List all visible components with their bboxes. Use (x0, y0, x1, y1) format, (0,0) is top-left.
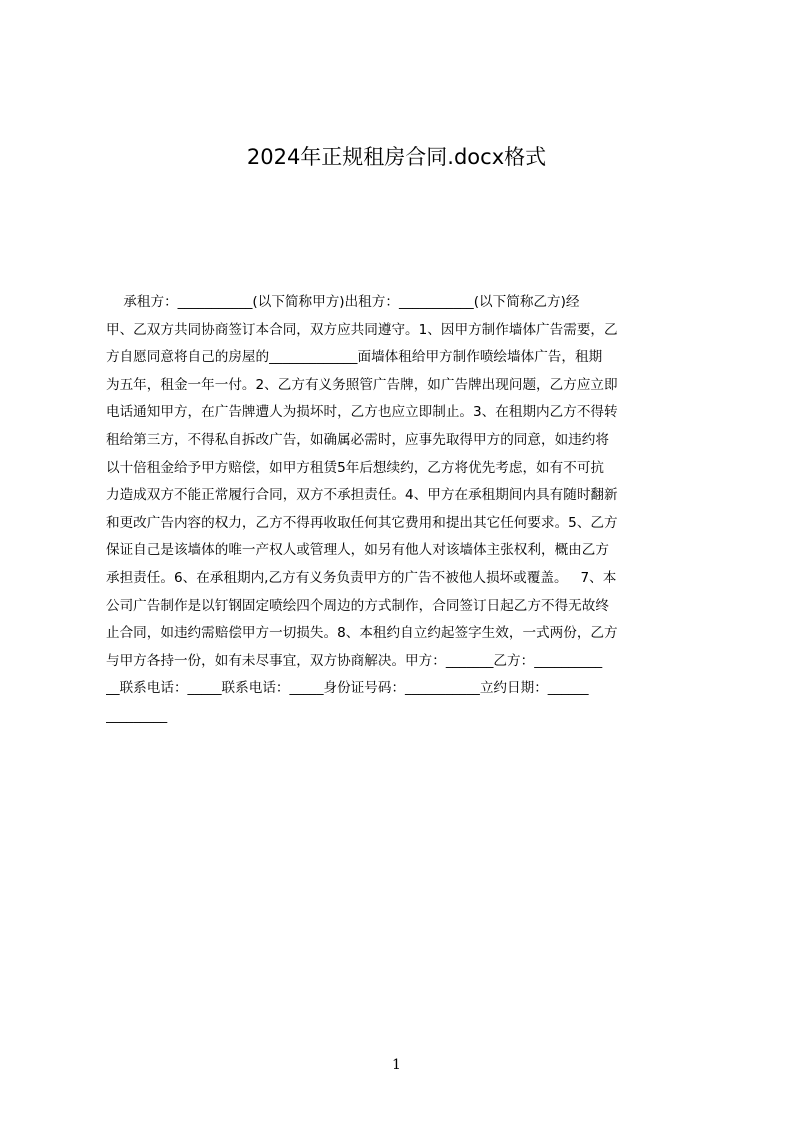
body-line: 与甲方各持一份，如有未尽事宜，双方协商解决。甲方：_______乙方：__________ (106, 652, 603, 669)
body-line: 方自愿同意将自己的房屋的_____________面墙体租给甲方制作喷绘墙体广告，租期 (106, 349, 603, 366)
body-line: 电话通知甲方，在广告牌遭人为损坏时，乙方也应立即制止。3、在租期内乙方不得转 (106, 404, 618, 421)
body-line: 承担责任。6、在承租期内,乙方有义务负责甲方的广告不被他人损坏或覆盖。 7、本 (106, 569, 617, 586)
body-line: 甲、乙双方共同协商签订本合同，双方应共同遵守。1、因甲方制作墙体广告需要，乙 (106, 321, 618, 338)
body-line: 公司广告制作是以钉钢固定喷绘四个周边的方式制作，合同签订日起乙方不得无故终 (106, 597, 609, 614)
body-line: 为五年，租金一年一付。2、乙方有义务照管广告牌，如广告牌出现问题，乙方应立即 (106, 376, 618, 393)
body-line: 力造成双方不能正常履行合同，双方不承担责任。4、甲方在承租期间内具有随时翻新 (106, 487, 618, 504)
document-title: 2024年正规租房合同.docx格式 (246, 145, 547, 169)
body-line: 和更改广告内容的权力，乙方不得再收取任何其它费用和提出其它任何要求。5、乙方 (106, 514, 618, 531)
body-line: __联系电话：_____联系电话：_____身份证号码：___________立约日期：______ (106, 680, 589, 697)
page-number: 1 (392, 1057, 401, 1073)
body-line: 保证自己是该墙体的唯一产权人或管理人，如另有他人对该墙体主张权利，概由乙方 (106, 542, 609, 559)
body-line: _________ (106, 707, 168, 724)
body-line: 止合同，如违约需赔偿甲方一切损失。8、本租约自立约起签字生效，一式两份，乙方 (106, 625, 618, 642)
body-line: 承租方：___________(以下简称甲方)出租方：___________(以下简称乙方)经 (106, 294, 580, 310)
contract-body (106, 289, 698, 729)
body-line: 以十倍租金给予甲方赔偿，如甲方租赁5年后想续约，乙方将优先考虑，如有不可抗 (106, 459, 605, 476)
body-line: 租给第三方，不得私自拆改广告，如确属必需时，应事先取得甲方的同意，如违约将 (106, 431, 609, 448)
